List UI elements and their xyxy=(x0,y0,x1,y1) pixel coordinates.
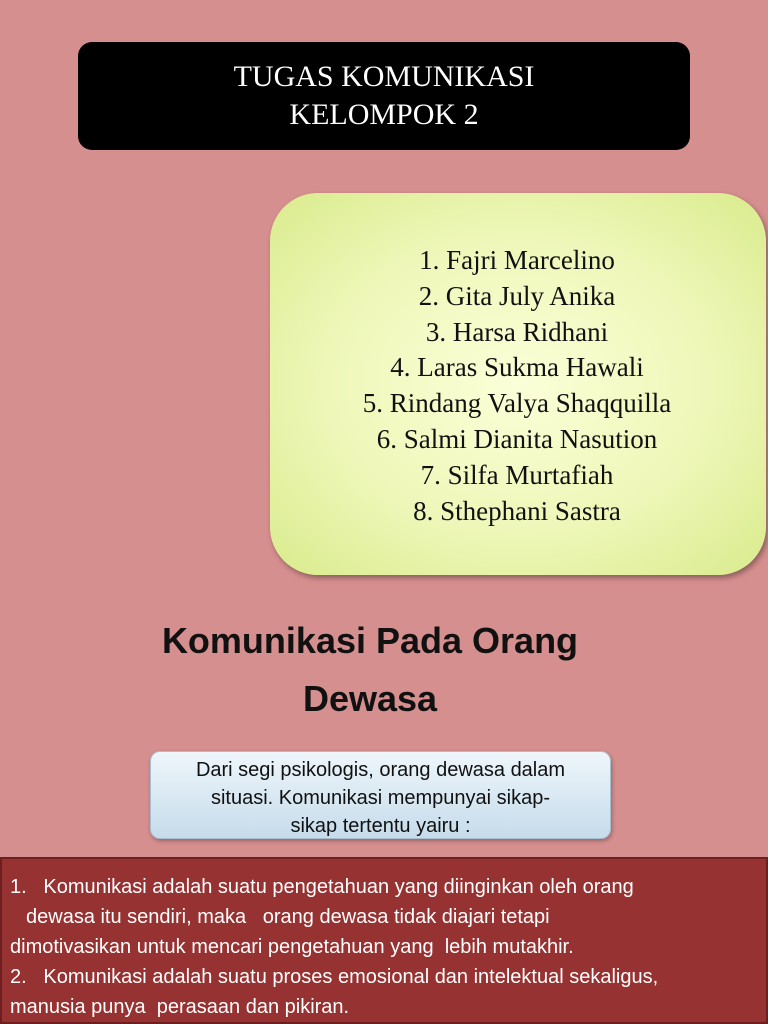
point-2-line-2: manusia punya perasaan dan pikiran. xyxy=(10,996,350,1018)
title-line-2: KELOMPOK 2 xyxy=(289,98,479,131)
intro-line-2: situasi. Komunikasi mempunyai sikap- xyxy=(210,787,551,809)
point-1-line-1: 1. Komunikasi adalah suatu pengetahuan yang diinginkan oleh orang xyxy=(10,876,634,898)
title-box xyxy=(78,42,690,150)
intro-line-3: sikap tertentu yairu : xyxy=(290,815,471,837)
intro-box xyxy=(150,751,611,839)
title-line-1: TUGAS KOMUNIKASI xyxy=(233,60,535,93)
member-item: 8. Sthephani Sastra xyxy=(413,495,621,526)
members-box xyxy=(270,193,766,575)
section-heading-line-1: Komunikasi Pada Orang xyxy=(161,620,579,661)
member-item: 7. Silfa Murtafiah xyxy=(420,459,614,490)
member-item: 1. Fajri Marcelino xyxy=(419,245,615,275)
member-item: 6. Salmi Dianita Nasution xyxy=(376,423,658,454)
member-item: 4. Laras Sukma Hawali xyxy=(390,352,644,383)
section-heading-line-2: Dewasa xyxy=(302,678,438,719)
section-heading xyxy=(0,612,740,728)
point-1-line-2: dewasa itu sendiri, maka orang dewasa tidak diajari tetapi xyxy=(26,906,550,928)
point-1-line-3: dimotivasikan untuk mencari pengetahuan yang lebih mutakhir. xyxy=(10,936,574,958)
member-item: 2. Gita July Anika xyxy=(418,280,616,311)
members-list xyxy=(268,243,766,529)
points-box xyxy=(0,857,768,1024)
point-2-line-1: 2. Komunikasi adalah suatu proses emosional dan intelektual sekaligus, xyxy=(10,966,659,988)
member-item: 3. Harsa Ridhani xyxy=(425,316,609,347)
intro-line-1: Dari segi psikologis, orang dewasa dalam xyxy=(195,759,566,781)
member-item: 5. Rindang Valya Shaqquilla xyxy=(362,388,672,419)
